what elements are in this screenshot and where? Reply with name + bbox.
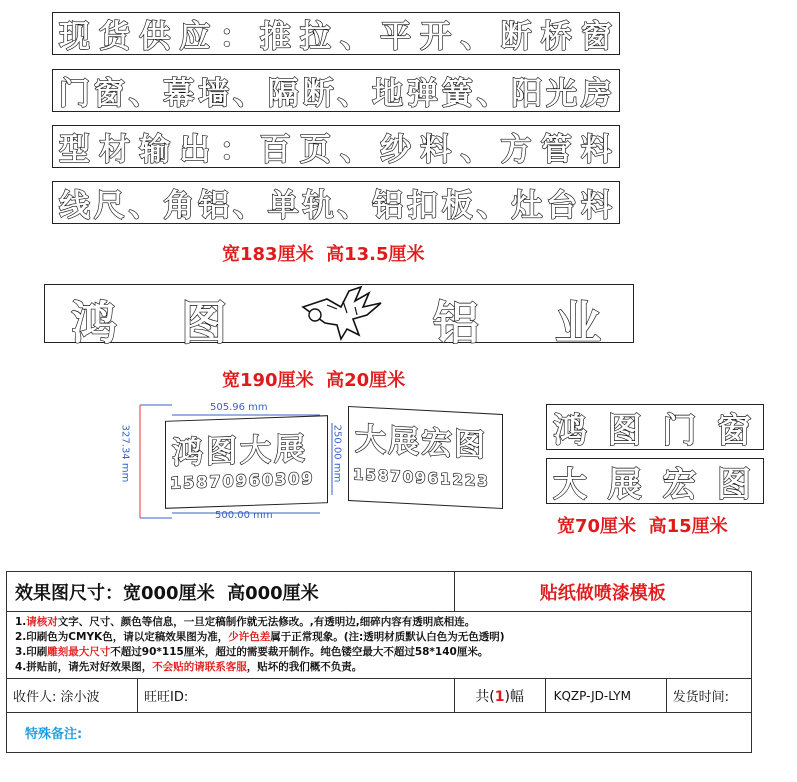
notes-cell [7,612,752,679]
remarks-cell [7,713,752,753]
wangwang-id: 旺旺ID: [144,690,189,705]
plate-right-phone: 15870961223 [353,465,490,491]
plate-left [165,415,328,509]
template-title: 贴纸做喷漆模板 [539,582,666,604]
plate-left-phone: 15870960309 [170,468,315,493]
count-number: 1 [494,688,505,705]
banner-sign [44,284,634,350]
note-3: 3.印刷雕刻最大尺寸不超过90*115厘米，超过的需要裁开制作。纯色镂空最大不超过58*140厘米。 [15,646,489,658]
order-info-table [6,571,752,753]
recipient-cell [7,679,138,713]
wangwang-cell [138,679,455,713]
banner-char-2: 图 [181,296,227,350]
text-line-1: 现 货 供 应 ： 推 拉 、 平 开 、 断 桥 窗 [52,12,620,55]
text-line-2: 门 窗 、 幕 墙 、 隔 断 、 地 弹 簧 、 阳 光 房 [52,69,620,112]
order-code: KQZP-JD-LYM [553,688,631,703]
note-1: 1.请核对文字、尺寸、颜色等信息，一旦定稿制作就无法修改。,有透明边,细碎内容有透明底相连。 [15,616,476,628]
small-sign-2: 大 展 宏 图 [546,458,764,504]
special-remarks: 特殊备注: [25,727,83,742]
code-cell [545,679,666,713]
size-label-2: 宽190厘米 高20厘米 [222,370,406,391]
eagle-logo-icon [297,285,389,343]
note-4: 4.拼贴前，请先对好效果图，不会贴的请联系客服，贴坏的我们概不负责。 [15,661,363,673]
dimension-top-label: 505.96 mm [210,402,268,413]
title-cell [454,572,751,612]
ship-time: 发货时间: [672,690,729,705]
plate-right [348,406,503,509]
text-line-4: 线 尺 、 角 铝 、 单 轨 、 铝 扣 板 、 灶 台 料 [52,181,620,224]
note-2: 2.印刷色为CMYK色，请以定稿效果图为准，少许色差属于正常现象。(注:透明材质默认白色为无色透明) [15,631,505,643]
plate-left-name: 鸿图大展 [172,430,308,472]
size-label-1: 宽183厘米 高13.5厘米 [222,244,425,265]
banner-char-4: 业 [555,296,601,350]
size-info-cell [7,572,455,612]
small-sign-1: 鸿 图 门 窗 [546,404,764,450]
text-line-3: 型 材 输 出 ： 百 页 、 纱 料 、 方 管 料 [52,125,620,168]
count-cell: 共(1)幅 [454,679,545,713]
dimension-bottom-label: 500.00 mm [215,510,273,521]
dimension-left-label: 327.34 mm [119,424,131,483]
banner-char-3: 铝 [433,296,479,350]
dimension-mid-label: 250.00 mm [331,424,343,483]
ship-time-cell [666,679,751,713]
plate-right-name: 大展宏图 [355,421,487,465]
size-label-3: 宽70厘米 高15厘米 [557,516,728,537]
recipient: 收件人: 涂小波 [13,690,100,705]
banner-char-1: 鸿 [71,296,117,350]
size-info-label: 效果图尺寸：宽000厘米 高000厘米 [15,582,319,604]
